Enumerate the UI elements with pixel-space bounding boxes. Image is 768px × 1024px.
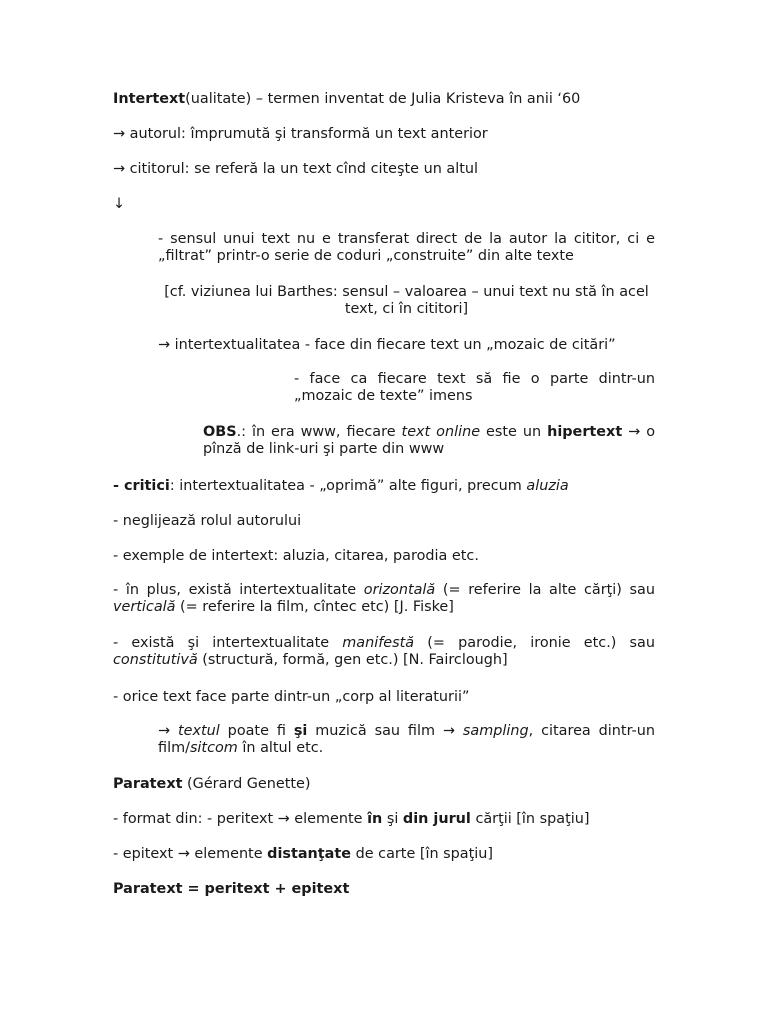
barthes-paragraph: [cf. viziunea lui Barthes: sensul – valoarea – unui text nu stă în acel text, ci în cititori] <box>164 284 649 317</box>
corp-line: - orice text face parte dintr-un „corp al literaturii” <box>113 689 470 705</box>
sensul-paragraph: - sensul unui text nu e transferat direct de la autor la cititor, ci e „filtrat” printr-o serie de coduri „construite” din alte texte <box>158 231 655 264</box>
orizontala-paragraph: - în plus, există intertextualitate orizontală (= referire la alte cărţi) sau verticală (= referire la film, cîntec etc) [J. Fiske] <box>113 582 655 615</box>
critici-label: - critici <box>113 478 170 494</box>
obs-label: OBS <box>203 424 237 440</box>
neglijeaza-line: - neglijează rolul autorului <box>113 513 302 529</box>
exemple-line: - exemple de intertext: aluzia, citarea, parodia etc. <box>113 548 479 564</box>
obs-paragraph: OBS.: în era www, fiecare text online este un hipertext → o pînză de link-uri şi parte din www <box>203 424 656 457</box>
mozaic-texte-paragraph: - face ca fiecare text să fie o parte dintr-un „mozaic de texte” imens <box>294 371 655 404</box>
paratext-title: Paratext <box>113 776 183 792</box>
intertext-definition: (ualitate) – termen inventat de Julia Kristeva în anii ‘60 <box>185 91 581 107</box>
manifesta-paragraph: - există şi intertextualitate manifestă (= parodie, ironie etc.) sau constitutivă (structură, formă, gen etc.) [N. Fairclough] <box>113 635 655 668</box>
intertext-title: Intertext <box>113 91 186 107</box>
intertext-heading <box>113 90 580 108</box>
autorul-line: → autorul: împrumută şi transformă un text anterior <box>113 126 488 142</box>
mozaic-citari-line: → intertextualitatea - face din fiecare text un „mozaic de citări” <box>158 337 616 353</box>
arrow-down-icon: ↓ <box>113 196 126 212</box>
epitext-line: - epitext → elemente distanţate de carte [în spaţiu] <box>113 846 494 862</box>
critici-line: - critici: intertextualitatea - „oprimă” alte figuri, precum aluzia <box>113 478 569 494</box>
cititorul-line: → cititorul: se referă la un text cînd citeşte un altul <box>113 161 478 177</box>
peritext-line: - format din: - peritext → elemente în şi din jurul cărţii [în spaţiu] <box>113 811 590 827</box>
paratext-formula: Paratext = peritext + epitext <box>113 881 350 897</box>
paratext-heading: Paratext (Gérard Genette) <box>113 776 311 792</box>
sampling-paragraph: → textul poate fi şi muzică sau film → sampling, citarea dintr-un film/sitcom în altul etc. <box>158 723 655 756</box>
